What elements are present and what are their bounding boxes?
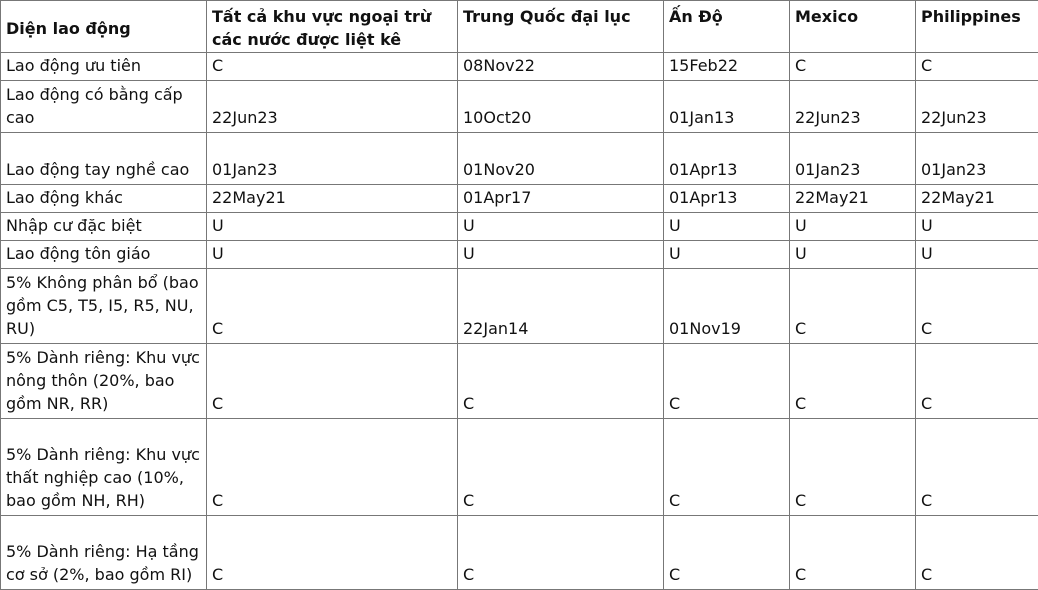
table-header-row: [1, 1, 1038, 53]
table-cell: 15Feb22: [664, 53, 790, 81]
table-row: [1, 269, 1038, 344]
table-cell: C: [916, 344, 1038, 419]
table-cell: 01Jan23: [916, 133, 1038, 185]
table-cell: C: [207, 269, 458, 344]
table-cell: 01Jan23: [790, 133, 916, 185]
header-cell-india: Ấn Độ: [664, 1, 790, 53]
table-cell: C: [458, 516, 664, 590]
table-cell: C: [916, 516, 1038, 590]
table-cell: C: [790, 344, 916, 419]
table-cell: U: [207, 213, 458, 241]
table-cell: 01Jan13: [664, 81, 790, 133]
header-cell-all-areas: Tất cả khu vực ngoại trừ các nước được liệt kê: [207, 1, 458, 53]
row-category-label: 5% Dành riêng: Khu vực nông thôn (20%, bao gồm NR, RR): [1, 344, 207, 419]
table-cell: 22Jun23: [916, 81, 1038, 133]
table-cell: 22Jun23: [790, 81, 916, 133]
header-cell-china: Trung Quốc đại lục: [458, 1, 664, 53]
table-cell: 08Nov22: [458, 53, 664, 81]
row-category-label: Lao động khác: [1, 185, 207, 213]
table-row: [1, 53, 1038, 81]
table-cell: 01Apr13: [664, 133, 790, 185]
table-cell: C: [664, 516, 790, 590]
row-category-label: 5% Dành riêng: Hạ tầng cơ sở (2%, bao gồm RI): [1, 516, 207, 590]
header-cell-mexico: Mexico: [790, 1, 916, 53]
table-cell: 22Jan14: [458, 269, 664, 344]
row-category-label: Lao động ưu tiên: [1, 53, 207, 81]
table-row: [1, 344, 1038, 419]
table-cell: C: [207, 53, 458, 81]
table-row: [1, 213, 1038, 241]
table-cell: 01Apr13: [664, 185, 790, 213]
table-cell: C: [207, 344, 458, 419]
table-cell: C: [916, 53, 1038, 81]
row-category-label: Nhập cư đặc biệt: [1, 213, 207, 241]
table-cell: C: [916, 269, 1038, 344]
table-row: [1, 133, 1038, 185]
table-cell: U: [916, 213, 1038, 241]
table-cell: C: [916, 419, 1038, 516]
table-cell: U: [207, 241, 458, 269]
table-cell: C: [207, 516, 458, 590]
table-cell: U: [458, 213, 664, 241]
table-row: [1, 241, 1038, 269]
table-row: [1, 516, 1038, 590]
table-row: [1, 185, 1038, 213]
table-cell: C: [458, 344, 664, 419]
table-cell: C: [790, 269, 916, 344]
row-category-label: Lao động tôn giáo: [1, 241, 207, 269]
table-cell: 10Oct20: [458, 81, 664, 133]
table-cell: C: [664, 344, 790, 419]
table-cell: 22Jun23: [207, 81, 458, 133]
row-category-label: 5% Dành riêng: Khu vực thất nghiệp cao (10%, bao gồm NH, RH): [1, 419, 207, 516]
table-cell: C: [790, 419, 916, 516]
table-cell: 01Jan23: [207, 133, 458, 185]
table-cell: 01Apr17: [458, 185, 664, 213]
table-cell: U: [664, 241, 790, 269]
header-cell-philippines: Philippines: [916, 1, 1038, 53]
table-cell: 22May21: [916, 185, 1038, 213]
row-category-label: Lao động tay nghề cao: [1, 133, 207, 185]
table-row: [1, 419, 1038, 516]
table-cell: U: [664, 213, 790, 241]
table-cell: 22May21: [207, 185, 458, 213]
table-cell: U: [790, 241, 916, 269]
header-cell-category: Diện lao động: [1, 1, 207, 53]
table-cell: U: [916, 241, 1038, 269]
table-cell: U: [790, 213, 916, 241]
row-category-label: 5% Không phân bổ (bao gồm C5, T5, I5, R5, NU, RU): [1, 269, 207, 344]
table-cell: 01Nov19: [664, 269, 790, 344]
table-cell: C: [458, 419, 664, 516]
table-cell: 22May21: [790, 185, 916, 213]
table-cell: C: [790, 53, 916, 81]
table-cell: C: [790, 516, 916, 590]
table-row: [1, 81, 1038, 133]
table-cell: 01Nov20: [458, 133, 664, 185]
row-category-label: Lao động có bằng cấp cao: [1, 81, 207, 133]
table-cell: U: [458, 241, 664, 269]
table-cell: C: [207, 419, 458, 516]
table-cell: C: [664, 419, 790, 516]
